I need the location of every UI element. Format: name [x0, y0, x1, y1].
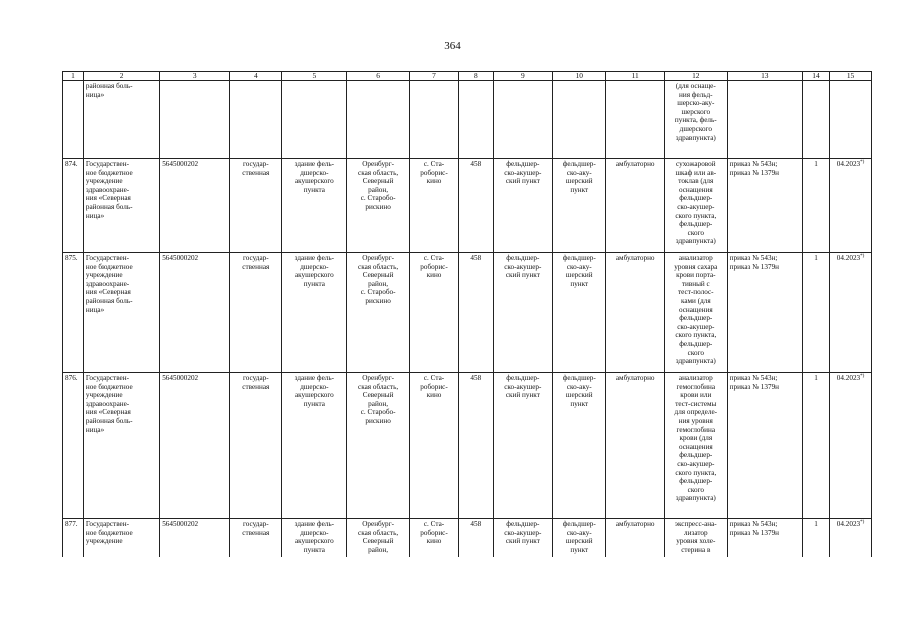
ownership-cell: государ- ственная: [230, 159, 282, 253]
institution-cell: Государствен- ное бюджетное учреждение здравоохране- ния «Северная районная боль- ница»: [83, 159, 159, 253]
date-cell: [830, 81, 872, 159]
date-value: 04.2023: [836, 520, 861, 528]
quantity-cell: [802, 81, 829, 159]
ownership-cell: государ- ственная: [230, 373, 282, 519]
village-cell: с. Ста- роборис- кино: [409, 159, 458, 253]
address-cell: Оренбург- ская область, Северный район, с. Старобо- рискино: [347, 373, 410, 519]
row-number: 877.: [63, 519, 84, 558]
code-cell: [160, 81, 230, 159]
institution-cell: Государствен- ное бюджетное учреждение: [83, 519, 159, 558]
date-cell: [830, 159, 872, 253]
unit-type-cell: фельдшер- ско-акушер- ский пункт: [493, 519, 553, 558]
footnote-mark: *): [860, 520, 865, 525]
table-row: [63, 159, 872, 253]
column-header: 8: [459, 72, 493, 81]
row-number: 875.: [63, 253, 84, 373]
column-header: 6: [347, 72, 410, 81]
column-header: 13: [727, 72, 802, 81]
code-cell: 5645000202: [160, 159, 230, 253]
footnote-mark: *): [860, 160, 865, 165]
column-header: 1: [63, 72, 84, 81]
code-cell: 5645000202: [160, 373, 230, 519]
care-form-cell: амбулаторно: [606, 253, 665, 373]
row-number: 876.: [63, 373, 84, 519]
footnote-mark: *): [860, 254, 865, 259]
column-header: 9: [493, 72, 553, 81]
footnote-mark: *): [860, 374, 865, 379]
column-header: 2: [83, 72, 159, 81]
unit-subtype-cell: фельдшер- ско-аку- шерский пункт: [553, 253, 606, 373]
unit-code-cell: 458: [459, 373, 493, 519]
unit-code-cell: [459, 81, 493, 159]
column-header: 12: [664, 72, 727, 81]
unit-code-cell: 458: [459, 159, 493, 253]
ownership-cell: государ- ственная: [230, 253, 282, 373]
unit-type-cell: фельдшер- ско-акушер- ский пункт: [493, 159, 553, 253]
unit-subtype-cell: [553, 81, 606, 159]
table-header-row: [63, 72, 872, 81]
institution-cell: Государствен- ное бюджетное учреждение здравоохране- ния «Северная районная боль- ница»: [83, 253, 159, 373]
order-cell: приказ № 543н; приказ № 1379н: [727, 159, 802, 253]
unit-code-cell: 458: [459, 253, 493, 373]
unit-type-cell: фельдшер- ско-акушер- ский пункт: [493, 373, 553, 519]
order-cell: приказ № 543н; приказ № 1379н: [727, 519, 802, 558]
unit-subtype-cell: фельдшер- ско-аку- шерский пункт: [553, 159, 606, 253]
date-cell: [830, 253, 872, 373]
unit-type-cell: фельдшер- ско-акушер- ский пункт: [493, 253, 553, 373]
ownership-cell: [230, 81, 282, 159]
column-header: 5: [282, 72, 347, 81]
village-cell: с. Ста- роборис- кино: [409, 253, 458, 373]
address-cell: Оренбург- ская область, Северный район, с. Старобо- рискино: [347, 159, 410, 253]
date-value: 04.2023: [836, 374, 861, 382]
row-number: [63, 81, 84, 159]
building-cell: здание фель- дшерско- акушерского пункта: [282, 373, 347, 519]
column-header: 3: [160, 72, 230, 81]
column-header: 10: [553, 72, 606, 81]
date-cell: [830, 519, 872, 558]
building-cell: [282, 81, 347, 159]
building-cell: здание фель- дшерско- акушерского пункта: [282, 519, 347, 558]
institution-cell: Государствен- ное бюджетное учреждение здравоохране- ния «Северная районная боль- ница»: [83, 373, 159, 519]
equipment-cell: анализатор гемоглобина крови или тест-системы для определе- ния уровня гемоглобина крови (для оснащения фельдшер- ско-акушер- ского пункта, фельдшер- ского здравпункта): [664, 373, 727, 519]
quantity-cell: 1: [802, 519, 829, 558]
equipment-cell: (для оснаще- ния фельд- шерско-аку- шерского пункта, фель- дшерского здравпункта): [664, 81, 727, 159]
unit-subtype-cell: фельдшер- ско-аку- шерский пункт: [553, 373, 606, 519]
address-cell: Оренбург- ская область, Северный район,: [347, 519, 410, 558]
care-form-cell: [606, 81, 665, 159]
column-header: 7: [409, 72, 458, 81]
register-table: [62, 71, 872, 557]
quantity-cell: 1: [802, 373, 829, 519]
equipment-cell: анализатор уровня сахара крови порта- тивный с тест-полос- ками (для оснащения фельдшер- ско-акушер- ского пункта, фельдшер- ского здравпункта): [664, 253, 727, 373]
village-cell: [409, 81, 458, 159]
order-cell: приказ № 543н; приказ № 1379н: [727, 253, 802, 373]
quantity-cell: 1: [802, 253, 829, 373]
date-value: 04.2023: [836, 160, 861, 168]
column-header: 11: [606, 72, 665, 81]
order-cell: приказ № 543н; приказ № 1379н: [727, 373, 802, 519]
quantity-cell: 1: [802, 159, 829, 253]
building-cell: здание фель- дшерско- акушерского пункта: [282, 159, 347, 253]
equipment-cell: экспресс-ана- лизатор уровня холе- стерина в: [664, 519, 727, 558]
code-cell: 5645000202: [160, 519, 230, 558]
address-cell: Оренбург- ская область, Северный район, с. Старобо- рискино: [347, 253, 410, 373]
unit-subtype-cell: фельдшер- ско-аку- шерский пункт: [553, 519, 606, 558]
unit-type-cell: [493, 81, 553, 159]
table-row: [63, 519, 872, 558]
care-form-cell: амбулаторно: [606, 159, 665, 253]
unit-code-cell: 458: [459, 519, 493, 558]
column-header: 15: [830, 72, 872, 81]
care-form-cell: амбулаторно: [606, 373, 665, 519]
order-cell: [727, 81, 802, 159]
village-cell: с. Ста- роборис- кино: [409, 373, 458, 519]
table-row: [63, 373, 872, 519]
ownership-cell: государ- ственная: [230, 519, 282, 558]
care-form-cell: амбулаторно: [606, 519, 665, 558]
row-number: 874.: [63, 159, 84, 253]
column-header: 4: [230, 72, 282, 81]
address-cell: [347, 81, 410, 159]
institution-cell: районная боль- ница»: [83, 81, 159, 159]
table-row: [63, 81, 872, 159]
date-cell: [830, 373, 872, 519]
equipment-cell: сухожаровой шкаф или ав- токлав (для оснащения фельдшер- ско-акушер- ского пункта, фельдшер- ского здравпункта): [664, 159, 727, 253]
column-header: 14: [802, 72, 829, 81]
building-cell: здание фель- дшерско- акушерского пункта: [282, 253, 347, 373]
page-number: 364: [444, 40, 461, 52]
village-cell: с. Ста- роборис- кино: [409, 519, 458, 558]
date-value: 04.2023: [836, 254, 861, 262]
code-cell: 5645000202: [160, 253, 230, 373]
table-row: [63, 253, 872, 373]
